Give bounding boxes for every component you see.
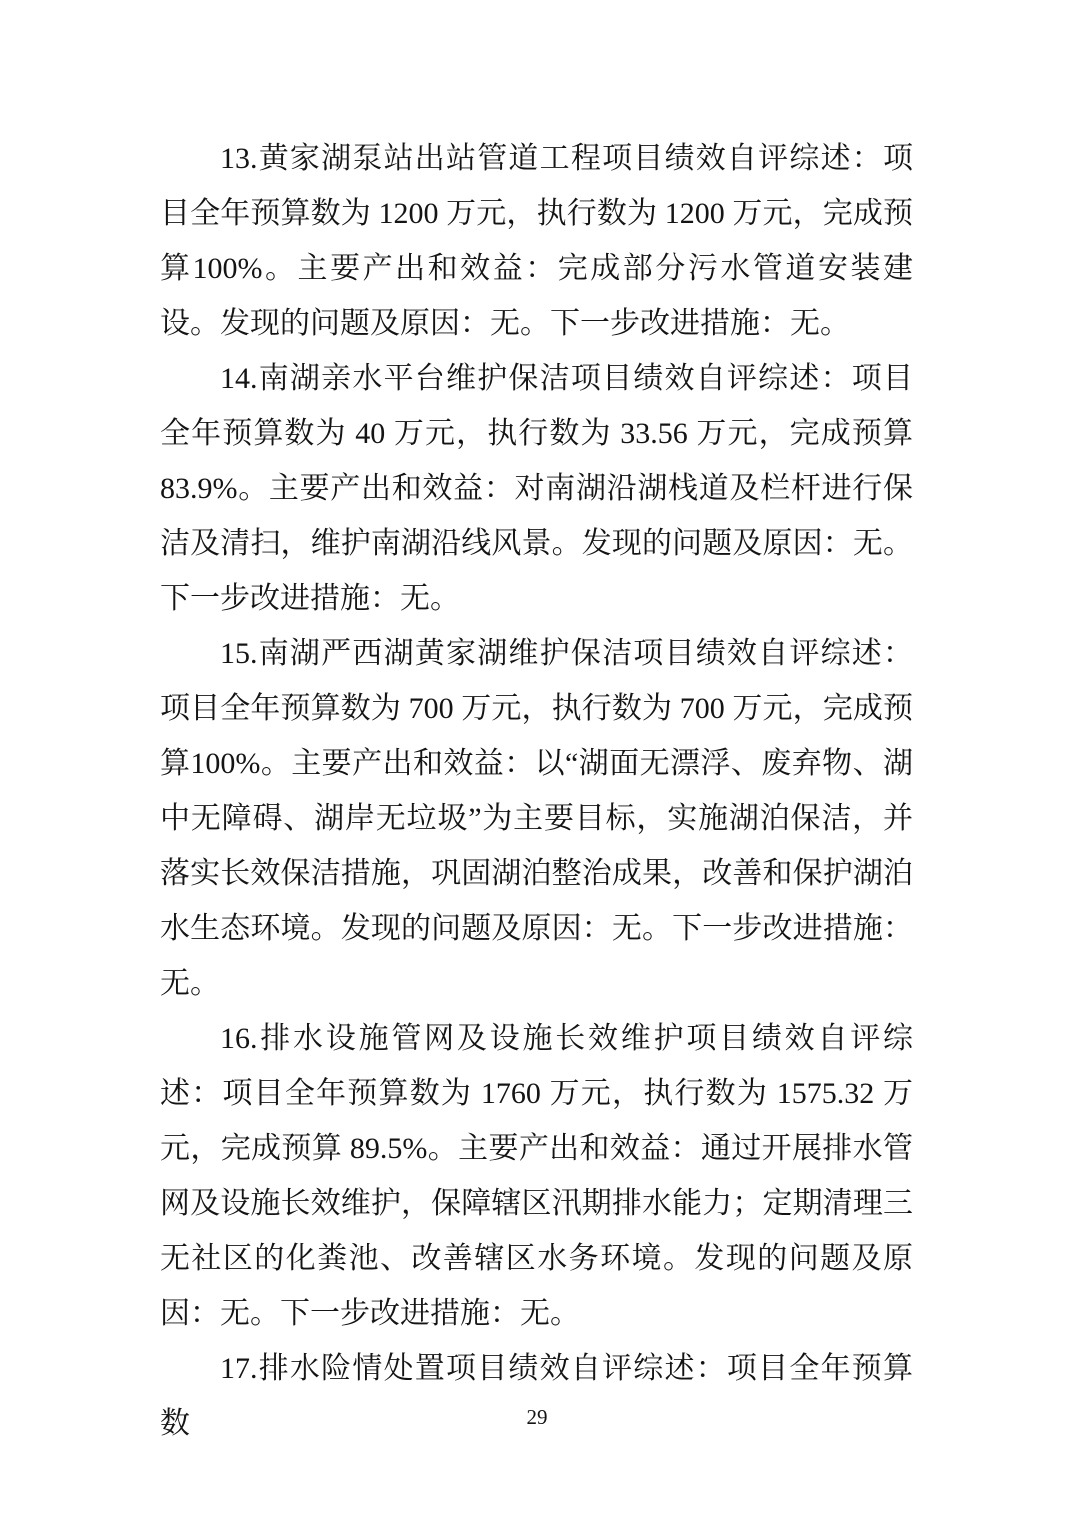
- paragraph-item-16: 16.排水设施管网及设施长效维护项目绩效自评综述：项目全年预算数为 1760 万元，执行数为 1575.32 万元，完成预算 89.5%。主要产出和效益：通过开展排水管网及设施长效维护，保障辖区汛期排水能力；定期清理三无社区的化粪池、改善辖区水务环境。发现的问题及原因：无。下一步改进措施：无。: [160, 1022, 913, 1330]
- page-number: 29: [526, 1405, 548, 1429]
- paragraph-item-14: 14.南湖亲水平台维护保洁项目绩效自评综述：项目全年预算数为 40 万元，执行数为 33.56 万元，完成预算 83.9%。主要产出和效益：对南湖沿湖栈道及栏杆进行保洁及清扫，维护南湖沿线风景。发现的问题及原因：无。下一步改进措施：无。: [160, 362, 913, 615]
- page-footer: [0, 1404, 1074, 1430]
- document-body: [160, 131, 913, 1451]
- paragraph-item-15: 15.南湖严西湖黄家湖维护保洁项目绩效自评综述：项目全年预算数为 700 万元，执行数为 700 万元，完成预算100%。主要产出和效益：以“湖面无漂浮、废弃物、湖中无障碍、湖岸无垃圾”为主要目标，实施湖泊保洁，并落实长效保洁措施，巩固湖泊整治成果，改善和保护湖泊水生态环境。发现的问题及原因：无。下一步改进措施：无。: [160, 637, 913, 1000]
- paragraph-item-13: 13.黄家湖泵站出站管道工程项目绩效自评综述：项目全年预算数为 1200 万元，执行数为 1200 万元，完成预算100%。主要产出和效益：完成部分污水管道安装建设。发现的问题及原因：无。下一步改进措施：无。: [160, 142, 913, 340]
- paragraph-item-17: 17.排水险情处置项目绩效自评综述：项目全年预算数: [160, 1352, 913, 1440]
